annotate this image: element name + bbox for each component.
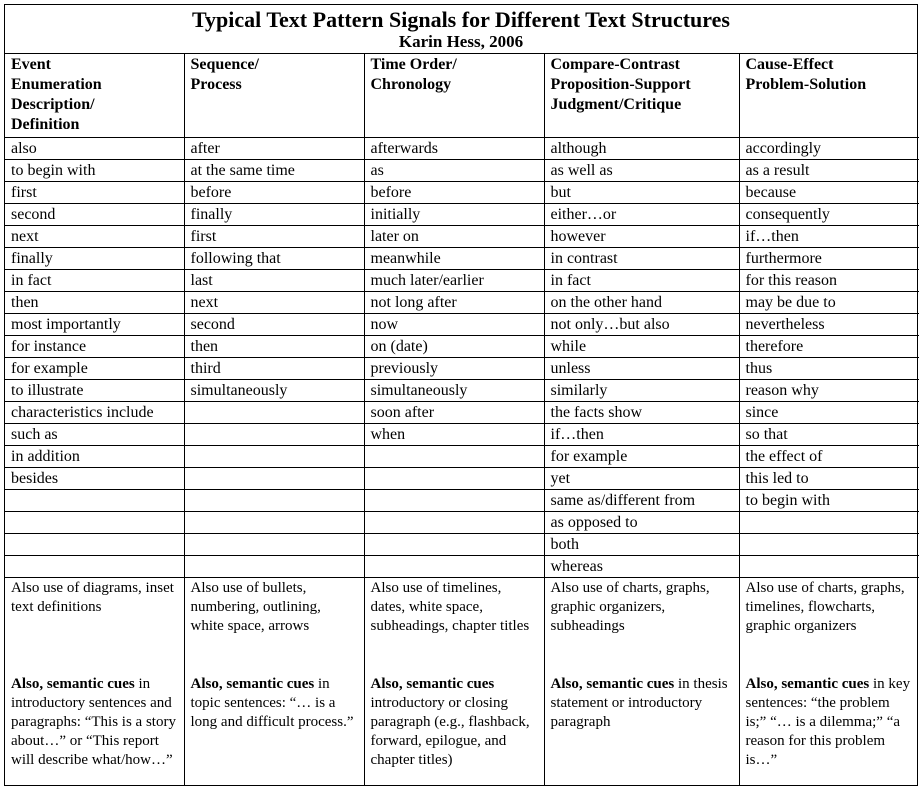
table-cell xyxy=(184,424,364,446)
column-header-0 xyxy=(5,54,184,138)
table-cell: finally xyxy=(184,204,364,226)
table-cell: on (date) xyxy=(364,336,544,358)
table-row xyxy=(5,314,919,336)
table-cell: third xyxy=(184,358,364,380)
table-cell: to begin with xyxy=(5,160,184,182)
column-header-line: Event xyxy=(11,56,51,73)
table-cell: same as/different from xyxy=(544,490,739,512)
table-cell: but xyxy=(544,182,739,204)
column-header-line: Problem-Solution xyxy=(745,76,867,93)
table-cell: so that xyxy=(739,424,919,446)
table-cell: much later/earlier xyxy=(364,270,544,292)
semantic-cue-text: in thesis statement or introductory paragraph xyxy=(550,676,728,730)
table-row xyxy=(5,380,919,402)
column-header-1 xyxy=(184,54,364,138)
header-row xyxy=(5,54,919,138)
table-cell: furthermore xyxy=(739,248,919,270)
table-row xyxy=(5,336,919,358)
page-subtitle: Karin Hess, 2006 xyxy=(398,32,524,51)
semantic-cue-label: Also, semantic cues xyxy=(11,676,135,692)
table-cell: yet xyxy=(544,468,739,490)
table-cell xyxy=(184,556,364,578)
table-cell: first xyxy=(184,226,364,248)
table-row xyxy=(5,182,919,204)
table-cell: such as xyxy=(5,424,184,446)
table-cell: similarly xyxy=(544,380,739,402)
table-cell: when xyxy=(364,424,544,446)
table-cell: finally xyxy=(5,248,184,270)
column-header-line: Cause-Effect xyxy=(745,56,834,73)
table-cell: as well as xyxy=(544,160,739,182)
table-cell xyxy=(739,534,919,556)
visual-cue-note: Also use of diagrams, inset text definitions xyxy=(11,580,174,615)
table-row xyxy=(5,248,919,270)
column-header-line: Chronology xyxy=(370,76,452,93)
table-row xyxy=(5,358,919,380)
semantic-cue-text: in topic sentences: “… is a long and difficult process.” xyxy=(190,676,354,730)
column-header-2 xyxy=(364,54,544,138)
table-row xyxy=(5,468,919,490)
column-header-line: Description/ xyxy=(11,96,95,113)
table-cell: second xyxy=(184,314,364,336)
table-cell: following that xyxy=(184,248,364,270)
table-cell: in fact xyxy=(5,270,184,292)
table-cell: accordingly xyxy=(739,138,919,160)
table-cell: to illustrate xyxy=(5,380,184,402)
table-cell: the effect of xyxy=(739,446,919,468)
table-cell xyxy=(364,446,544,468)
table-cell: may be due to xyxy=(739,292,919,314)
table-cell: either…or xyxy=(544,204,739,226)
table-cell xyxy=(5,490,184,512)
column-header-4 xyxy=(739,54,919,138)
table-cell xyxy=(739,556,919,578)
table-cell: simultaneously xyxy=(364,380,544,402)
table-cell: initially xyxy=(364,204,544,226)
notes-cell xyxy=(544,578,739,786)
table-row xyxy=(5,138,919,160)
table-cell: now xyxy=(364,314,544,336)
table-cell: before xyxy=(184,182,364,204)
semantic-cue-note xyxy=(551,675,733,732)
table-cell: most importantly xyxy=(5,314,184,336)
table-row xyxy=(5,204,919,226)
table-cell: this led to xyxy=(739,468,919,490)
semantic-cue-label: Also, semantic cues xyxy=(190,676,315,692)
notes-cell xyxy=(364,578,544,786)
table-cell: not only…but also xyxy=(544,314,739,336)
table-cell xyxy=(5,534,184,556)
table-row xyxy=(5,226,919,248)
table-cell: as xyxy=(364,160,544,182)
table-cell: for example xyxy=(544,446,739,468)
table-row xyxy=(5,512,919,534)
title-block xyxy=(5,5,917,54)
column-header-line: Proposition-Support xyxy=(550,76,691,93)
table-cell xyxy=(364,490,544,512)
semantic-cue-text: in key sentences: “the problem is;” “… is a dilemma;” “a reason for this problem is…” xyxy=(745,676,911,768)
table-cell xyxy=(5,556,184,578)
table-cell: after xyxy=(184,138,364,160)
table-cell xyxy=(364,512,544,534)
semantic-cue-note xyxy=(191,675,358,732)
table-row xyxy=(5,292,919,314)
semantic-cue-note xyxy=(746,675,914,770)
visual-cue-note: Also use of charts, graphs, timelines, flowcharts, graphic organizers xyxy=(745,580,905,634)
column-header-line: Compare-Contrast xyxy=(550,56,680,73)
table-cell: while xyxy=(544,336,739,358)
table-cell: although xyxy=(544,138,739,160)
table-row xyxy=(5,270,919,292)
column-header-line: Time Order/ xyxy=(370,56,457,73)
table-cell: not long after xyxy=(364,292,544,314)
table-cell: soon after xyxy=(364,402,544,424)
table-cell: nevertheless xyxy=(739,314,919,336)
table-cell xyxy=(364,556,544,578)
table-cell: meanwhile xyxy=(364,248,544,270)
table-cell: characteristics include xyxy=(5,402,184,424)
table-cell: if…then xyxy=(739,226,919,248)
table-row xyxy=(5,160,919,182)
table-body xyxy=(5,138,919,786)
table-cell: if…then xyxy=(544,424,739,446)
signals-table xyxy=(5,54,919,785)
semantic-cue-label: Also, semantic cues xyxy=(550,676,675,692)
table-row xyxy=(5,402,919,424)
table-cell: therefore xyxy=(739,336,919,358)
semantic-cue-note xyxy=(11,675,178,770)
table-cell: for instance xyxy=(5,336,184,358)
table-row xyxy=(5,424,919,446)
table-cell: to begin with xyxy=(739,490,919,512)
table-cell: thus xyxy=(739,358,919,380)
table-cell: at the same time xyxy=(184,160,364,182)
semantic-cue-label: Also, semantic cues xyxy=(370,676,495,692)
table-cell: simultaneously xyxy=(184,380,364,402)
column-header-line: Enumeration xyxy=(11,76,102,93)
table-cell: also xyxy=(5,138,184,160)
table-cell: because xyxy=(739,182,919,204)
table-cell xyxy=(739,512,919,534)
visual-cue-note: Also use of charts, graphs, graphic organizers, subheadings xyxy=(550,580,710,634)
table-cell: for this reason xyxy=(739,270,919,292)
table-cell: whereas xyxy=(544,556,739,578)
table-cell xyxy=(184,446,364,468)
table-cell: first xyxy=(5,182,184,204)
notes-cell xyxy=(739,578,919,786)
table-cell: for example xyxy=(5,358,184,380)
table-cell: later on xyxy=(364,226,544,248)
column-header-line: Sequence/ xyxy=(190,56,259,73)
semantic-cue-text: in introductory sentences and paragraphs: “This is a story about…” or “This report will describe what/how…” xyxy=(11,676,176,768)
table-row xyxy=(5,446,919,468)
table-cell xyxy=(184,534,364,556)
table-row xyxy=(5,556,919,578)
semantic-cue-label: Also, semantic cues xyxy=(745,676,870,692)
table-cell: second xyxy=(5,204,184,226)
notes-cell xyxy=(184,578,364,786)
table-row xyxy=(5,534,919,556)
table-cell: on the other hand xyxy=(544,292,739,314)
column-header-line: Judgment/Critique xyxy=(550,96,682,113)
table-cell: as opposed to xyxy=(544,512,739,534)
table-cell: afterwards xyxy=(364,138,544,160)
table-row xyxy=(5,490,919,512)
table-cell: however xyxy=(544,226,739,248)
table-cell: in contrast xyxy=(544,248,739,270)
signals-table-frame xyxy=(4,4,918,786)
table-cell xyxy=(5,512,184,534)
table-cell: reason why xyxy=(739,380,919,402)
table-cell: in addition xyxy=(5,446,184,468)
semantic-cue-note xyxy=(371,675,538,770)
table-cell: then xyxy=(5,292,184,314)
table-cell xyxy=(364,534,544,556)
table-cell: besides xyxy=(5,468,184,490)
table-cell: both xyxy=(544,534,739,556)
visual-cue-note: Also use of timelines, dates, white space, subheadings, chapter titles xyxy=(370,580,530,634)
table-cell: the facts show xyxy=(544,402,739,424)
semantic-cue-text: introductory or closing paragraph (e.g., flashback, forward, epilogue, and chapter titles) xyxy=(370,695,530,768)
table-cell: before xyxy=(364,182,544,204)
table-cell: as a result xyxy=(739,160,919,182)
page-title: Typical Text Pattern Signals for Different Text Structures xyxy=(192,7,730,32)
table-cell: in fact xyxy=(544,270,739,292)
column-header-line: Process xyxy=(190,76,242,93)
table-cell xyxy=(364,468,544,490)
table-cell: since xyxy=(739,402,919,424)
table-cell: previously xyxy=(364,358,544,380)
table-cell xyxy=(184,512,364,534)
table-cell xyxy=(184,468,364,490)
table-cell: next xyxy=(184,292,364,314)
notes-row xyxy=(5,578,919,786)
table-cell xyxy=(184,402,364,424)
table-cell: last xyxy=(184,270,364,292)
table-cell: next xyxy=(5,226,184,248)
table-cell: consequently xyxy=(739,204,919,226)
table-cell: unless xyxy=(544,358,739,380)
notes-cell xyxy=(5,578,184,786)
column-header-line: Definition xyxy=(11,116,80,133)
table-cell: then xyxy=(184,336,364,358)
column-header-3 xyxy=(544,54,739,138)
table-cell xyxy=(184,490,364,512)
visual-cue-note: Also use of bullets, numbering, outlining, white space, arrows xyxy=(190,580,321,634)
